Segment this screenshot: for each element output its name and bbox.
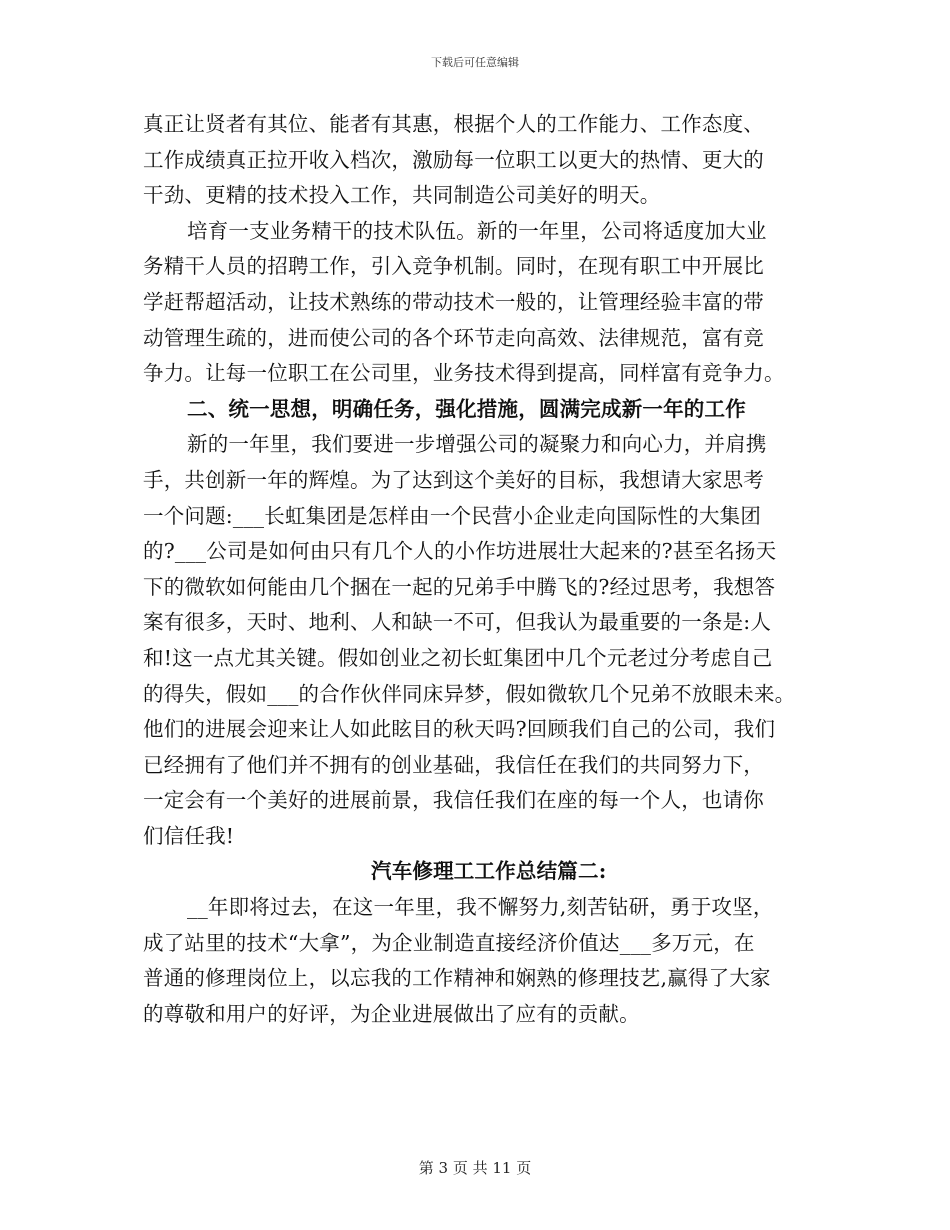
text-line: 的得失，假如___的合作伙伴同床异梦，假如微软几个兄弟不放眼未来。: [143, 681, 796, 706]
article-title: 汽车修理工工作总结篇二:: [371, 859, 607, 884]
text-line: 下的微软如何能由几个捆在一起的兄弟手中腾飞的?经过思考，我想答: [143, 574, 776, 599]
text-line: 案有很多，天时、地利、人和缺一不可，但我认为最重要的一条是:人: [143, 610, 772, 635]
section-heading: 二、统一思想，明确任务，强化措施，圆满完成新一年的工作: [187, 396, 746, 421]
text-line: 争力。让每一位职工在公司里，业务技术得到提高，同样富有竞争力。: [143, 361, 785, 386]
paragraph-1: [143, 107, 808, 214]
text-line: 新的一年里，我们要进一步增强公司的凝聚力和向心力，并肩携: [187, 432, 767, 457]
text-line: 的?___公司是如何由只有几个人的小作坊进展壮大起来的?甚至名扬天: [143, 539, 777, 564]
text-line: 工作成绩真正拉开收入档次，激励每一位职工以更大的热情、更大的: [143, 147, 764, 172]
text-line: 们信任我!: [143, 823, 235, 848]
text-line: 已经拥有了他们并不拥有的创业基础，我信任在我们的共同努力下，: [143, 752, 764, 777]
text-line: 务精干人员的招聘工作，引入竞争机制。同时，在现有职工中开展比: [143, 254, 764, 279]
text-line: 培育一支业务精干的技术队伍。新的一年里，公司将适度加大业: [187, 218, 767, 243]
text-line: 干劲、更精的技术投入工作，共同制造公司美好的明天。: [143, 183, 661, 208]
text-line: 动管理生疏的，进而使公司的各个环节走向高效、法律规范，富有竞: [143, 325, 764, 350]
text-line: 和!这一点尤其关键。假如创业之初长虹集团中几个元老过分考虑自己: [143, 645, 773, 670]
page-number: 第 3 页 共 11 页: [418, 1159, 532, 1177]
text-line: 成了站里的技术“大拿”，为企业制造直接经济价值达___多万元，在: [143, 930, 755, 955]
text-line: 真正让贤者有其位、能者有其惠，根据个人的工作能力、工作态度、: [143, 112, 764, 136]
text-line: 一个问题:___长虹集团是怎样由一个民营小企业走向国际性的大集团: [143, 503, 762, 528]
paragraph-4: [143, 890, 808, 1032]
document-body: [143, 107, 808, 1032]
paragraph-2: [143, 214, 808, 392]
text-line: 他们的进展会迎来让人如此眩目的秋天吗?回顾我们自己的公司，我们: [143, 717, 776, 742]
text-line: 普通的修理岗位上，以忘我的工作精神和娴熟的修理技艺,赢得了大家: [143, 966, 771, 991]
text-line: __年即将过去，在这一年里，我不懈努力,刻苦钻研，勇于攻坚，: [187, 895, 774, 920]
text-line: 的尊敬和用户的好评，为企业进展做出了应有的贡献。: [143, 1001, 640, 1026]
paragraph-3: [143, 427, 808, 854]
text-line: 学赶帮超活动，让技术熟练的带动技术一般的，让管理经验丰富的带: [143, 289, 764, 314]
page-header-note: 下载后可任意编辑: [431, 56, 519, 69]
text-line: 一定会有一个美好的进展前景，我信任我们在座的每一个人，也请你: [143, 788, 764, 813]
text-line: 手，共创新一年的辉煌。为了达到这个美好的目标，我想请大家思考: [143, 467, 764, 492]
